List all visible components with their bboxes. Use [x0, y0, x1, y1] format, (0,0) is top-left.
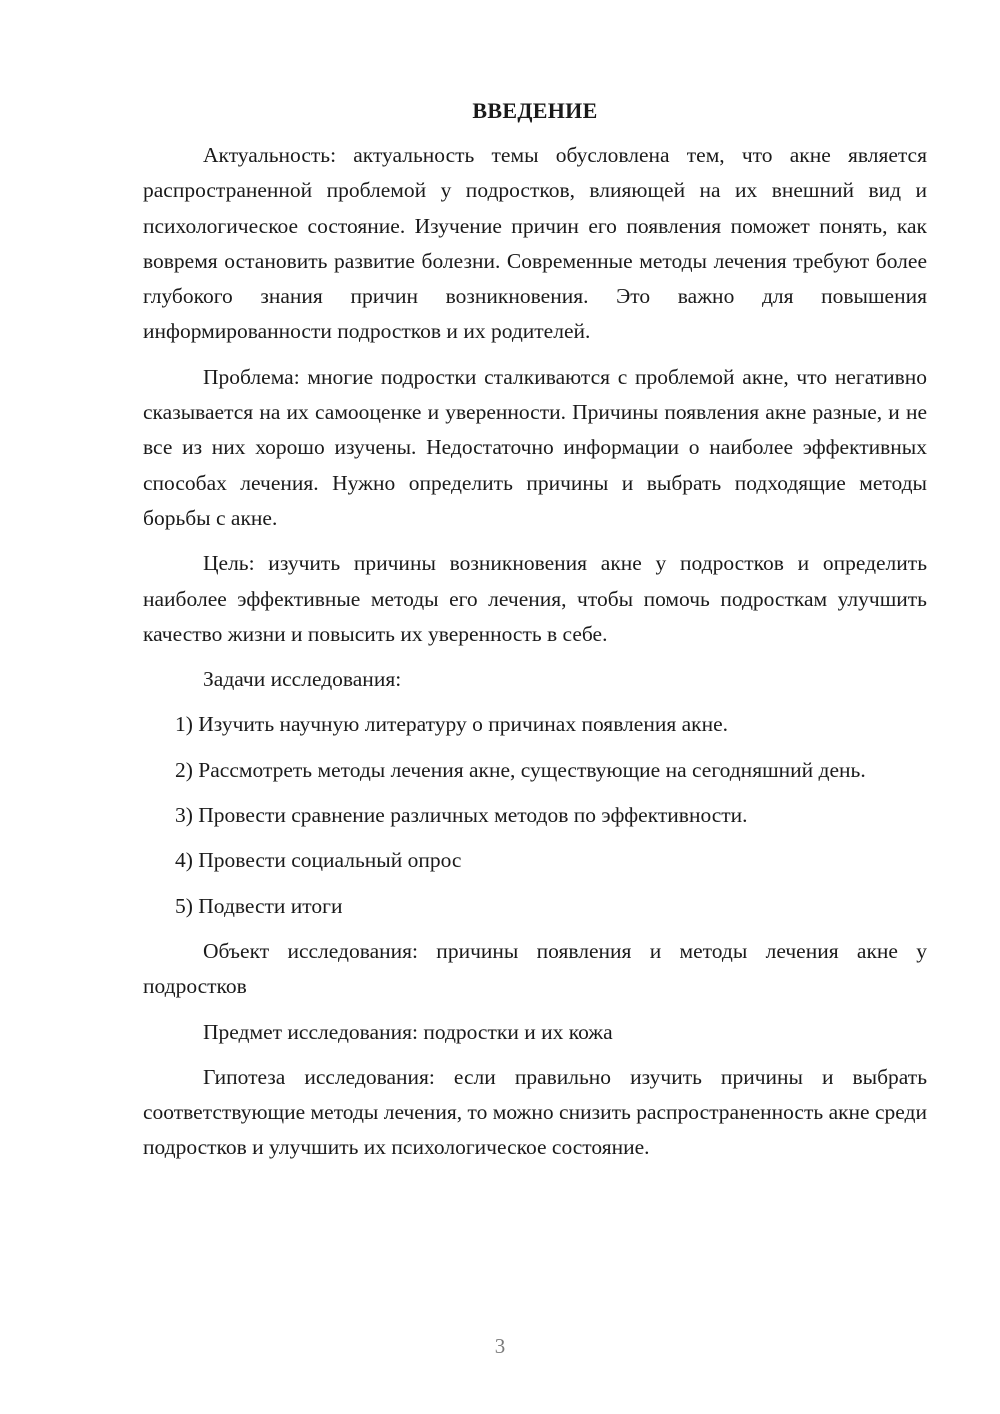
page-title: ВВЕДЕНИЕ	[472, 98, 598, 123]
hypothesis-paragraph: Гипотеза исследования: если правильно изучить причины и выбрать соответствующие методы лечения, то можно снизить распространенность акне среди подростков и улучшить их психологическое состояние.	[143, 1064, 927, 1160]
page-content	[143, 96, 927, 1176]
tasks-list	[143, 707, 927, 923]
relevance-paragraph: Актуальность: актуальность темы обусловлена тем, что акне является распространенной проблемой у подростков, влияющей на их внешний вид и психологическое состояние. Изучение причин его появления поможет понять, как вовремя остановить развитие болезни. Современные методы лечения требуют более глубокого знания причин возникновения. Это важно для повышения информированности подростков и их родителей.	[143, 143, 927, 344]
subject-paragraph: Предмет исследования: подростки и их кожа	[203, 1019, 613, 1044]
tasks-heading: Задачи исследования:	[203, 667, 402, 692]
list-item: 5) Подвести итоги	[175, 893, 343, 918]
object-paragraph: Объект исследования: причины появления и методы лечения акне у подростков	[143, 938, 927, 999]
list-item: 4) Провести социальный опрос	[175, 848, 462, 873]
list-item: 1) Изучить научную литературу о причинах появления акне.	[175, 712, 729, 737]
list-item: 2) Рассмотреть методы лечения акне, существующие на сегодняшний день.	[175, 757, 866, 782]
page-number: 3	[494, 1334, 506, 1358]
problem-paragraph: Проблема: многие подростки сталкиваются с проблемой акне, что негативно сказывается на их самооценке и уверенности. Причины появления акне разные, и не все из них хорошо изучены. Недостаточно информации о наиболее эффективных способах лечения. Нужно определить причины и выбрать подходящие методы борьбы с акне.	[143, 364, 927, 530]
list-item: 3) Провести сравнение различных методов по эффективности.	[175, 803, 748, 828]
goal-paragraph: Цель: изучить причины возникновения акне у подростков и определить наиболее эффективные методы его лечения, чтобы помочь подросткам улучшить качество жизни и повысить их уверенность в себе.	[143, 551, 927, 646]
